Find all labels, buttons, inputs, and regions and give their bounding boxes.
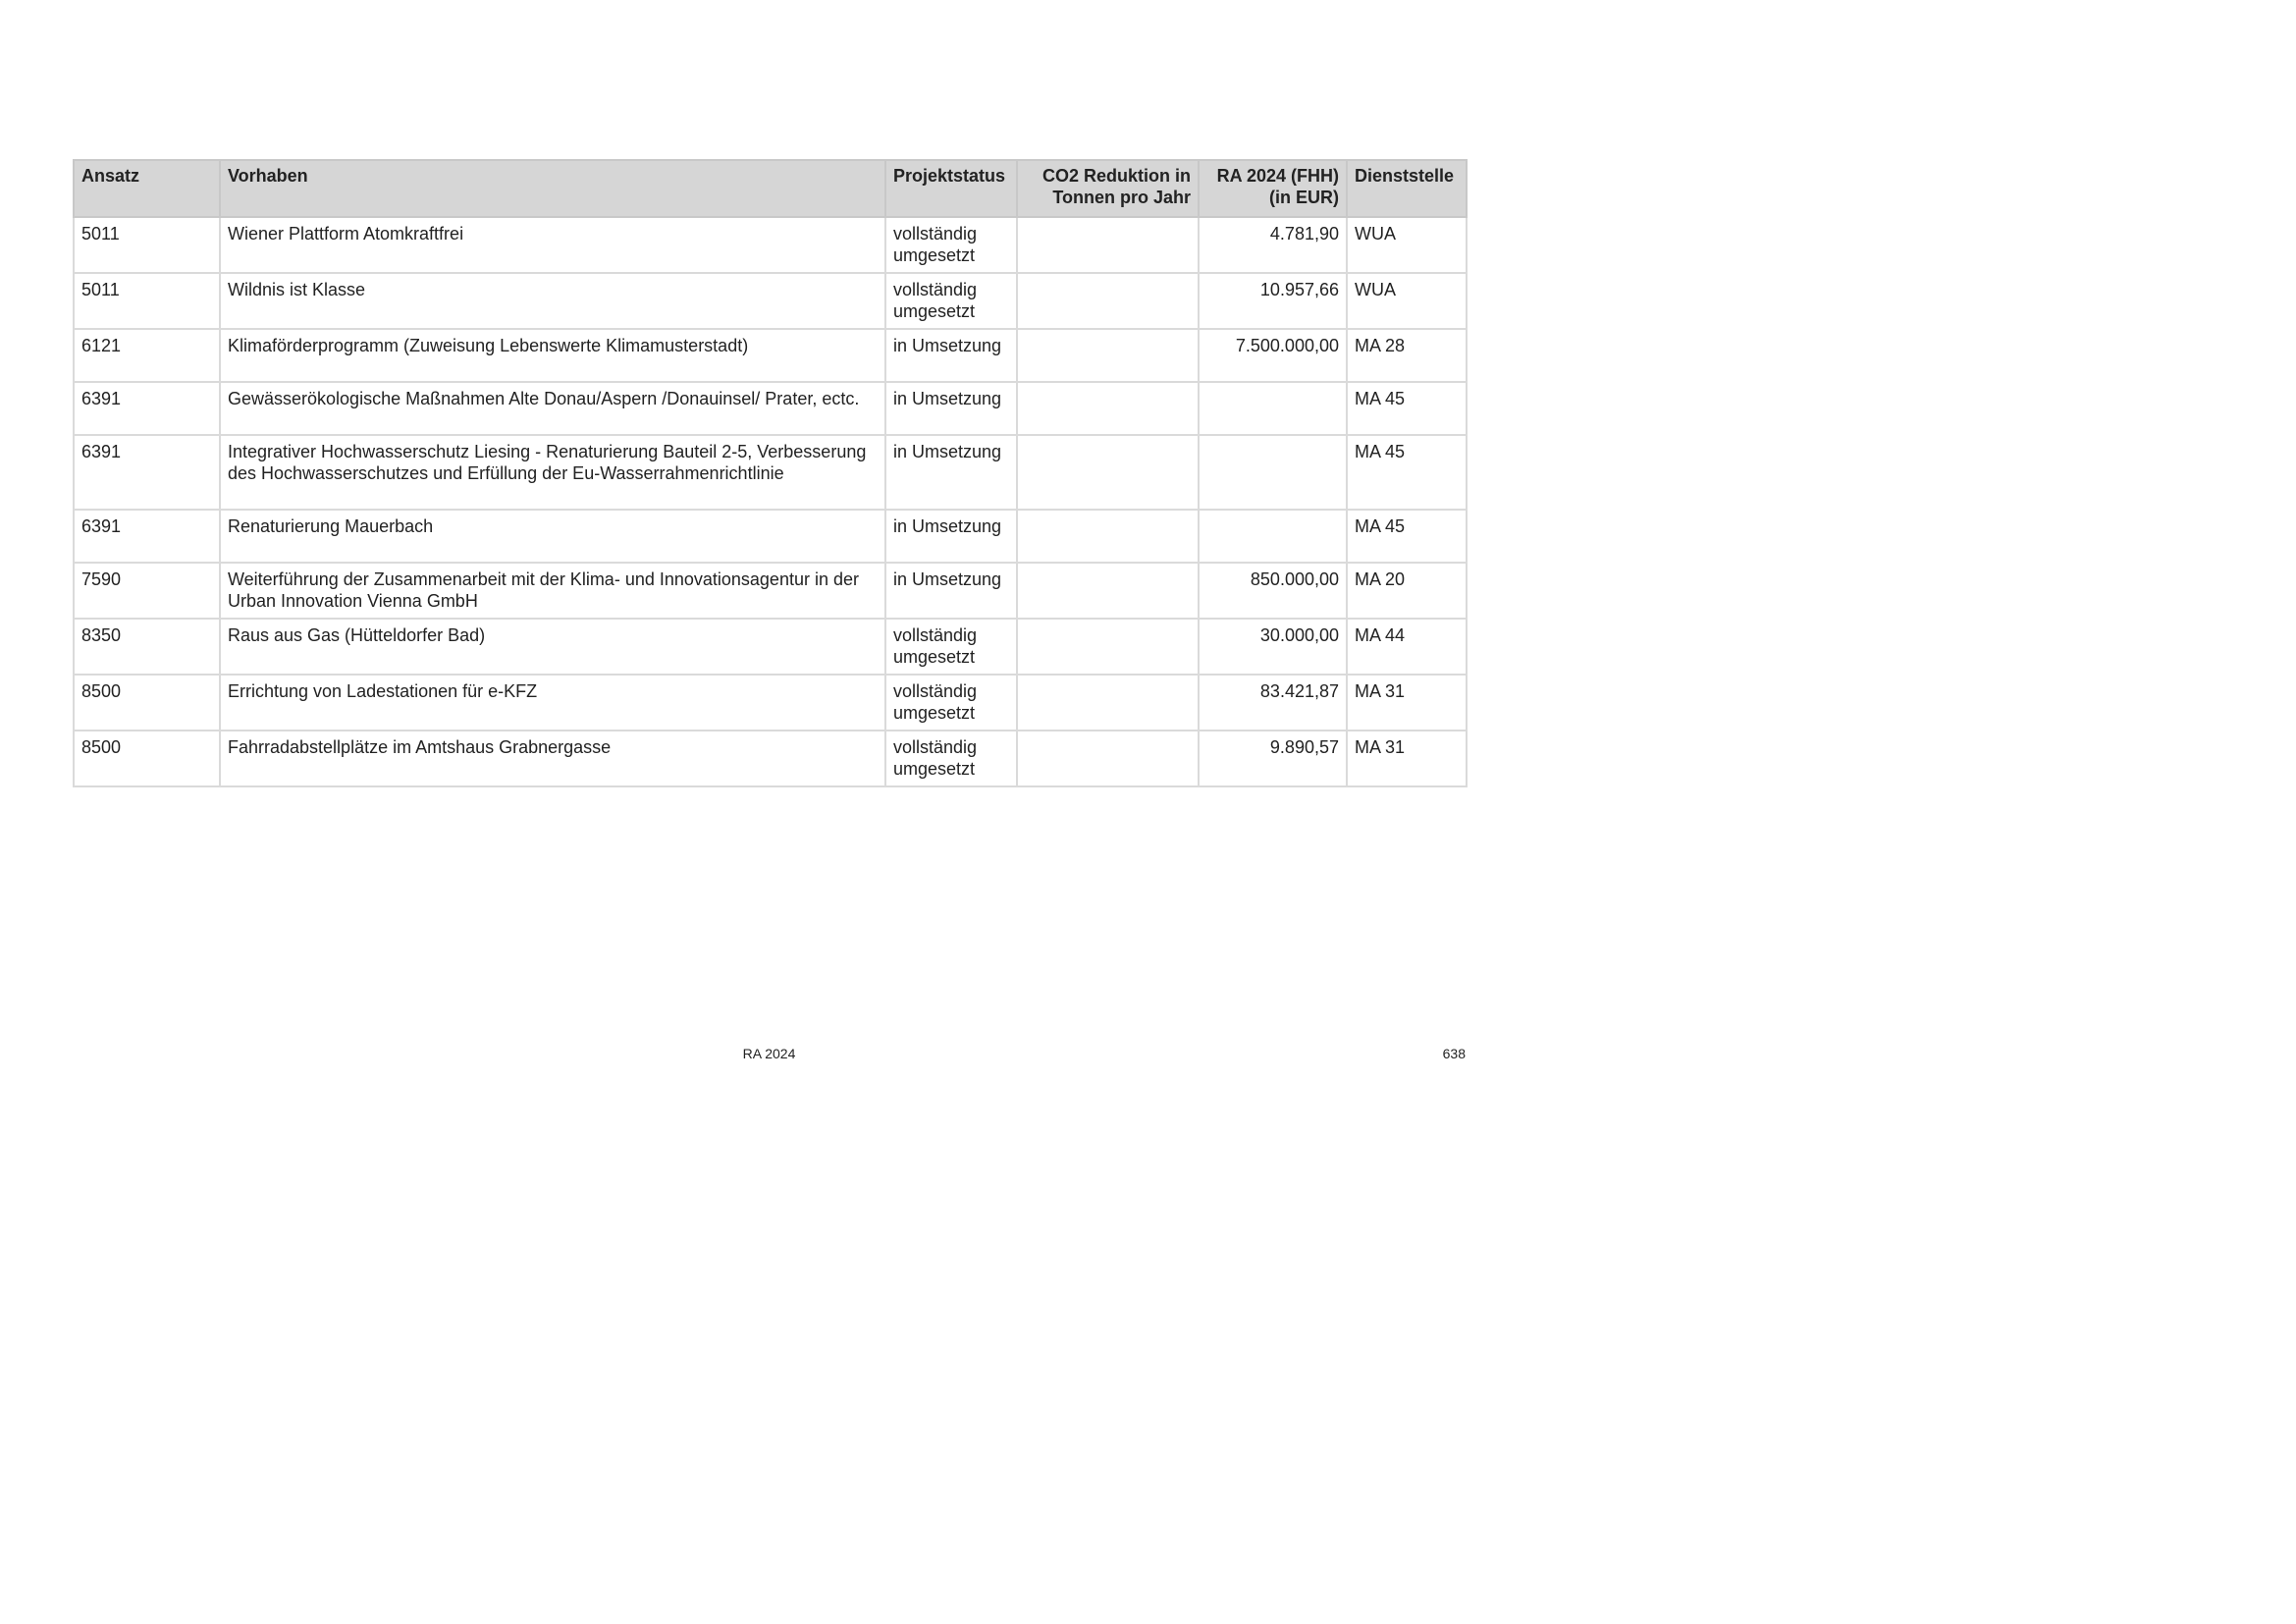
cell-co2 (1017, 273, 1199, 329)
header-projektstatus: Projektstatus (885, 160, 1017, 217)
cell-status: in Umsetzung (885, 563, 1017, 619)
cell-ansatz: 6391 (74, 382, 220, 435)
table-row (74, 731, 1467, 786)
cell-vorhaben: Gewässerökologische Maßnahmen Alte Donau/Aspern /Donauinsel/ Prater, ectc. (220, 382, 885, 435)
cell-status: in Umsetzung (885, 382, 1017, 435)
cell-vorhaben: Renaturierung Mauerbach (220, 510, 885, 563)
cell-status: in Umsetzung (885, 435, 1017, 510)
cell-ra2024: 9.890,57 (1199, 731, 1347, 786)
table-row (74, 619, 1467, 675)
cell-dienststelle: MA 31 (1347, 675, 1467, 731)
cell-vorhaben: Fahrradabstellplätze im Amtshaus Grabnergasse (220, 731, 885, 786)
table-row (74, 382, 1467, 435)
table-row (74, 273, 1467, 329)
cell-ra2024 (1199, 435, 1347, 510)
cell-vorhaben: Wildnis ist Klasse (220, 273, 885, 329)
cell-ra2024: 83.421,87 (1199, 675, 1347, 731)
table-row (74, 329, 1467, 382)
cell-ansatz: 8500 (74, 675, 220, 731)
cell-dienststelle: MA 28 (1347, 329, 1467, 382)
page-number: 638 (1442, 1046, 1466, 1061)
cell-co2 (1017, 619, 1199, 675)
header-vorhaben: Vorhaben (220, 160, 885, 217)
cell-vorhaben: Wiener Plattform Atomkraftfrei (220, 217, 885, 273)
cell-vorhaben: Errichtung von Ladestationen für e-KFZ (220, 675, 885, 731)
cell-ra2024: 7.500.000,00 (1199, 329, 1347, 382)
cell-dienststelle: MA 45 (1347, 510, 1467, 563)
cell-ansatz: 6391 (74, 510, 220, 563)
cell-ra2024: 10.957,66 (1199, 273, 1347, 329)
cell-ansatz: 7590 (74, 563, 220, 619)
table-row (74, 563, 1467, 619)
cell-status: vollständig umgesetzt (885, 273, 1017, 329)
cell-status: in Umsetzung (885, 510, 1017, 563)
budget-table (73, 159, 1468, 787)
cell-ansatz: 5011 (74, 217, 220, 273)
header-ansatz: Ansatz (74, 160, 220, 217)
cell-dienststelle: MA 45 (1347, 382, 1467, 435)
cell-status: vollständig umgesetzt (885, 675, 1017, 731)
cell-vorhaben: Integrativer Hochwasserschutz Liesing - Renaturierung Bauteil 2-5, Verbesserung des Hochwasserschutzes und Erfüllung der Eu-Wasserrahmenrichtlinie (220, 435, 885, 510)
cell-dienststelle: MA 44 (1347, 619, 1467, 675)
cell-co2 (1017, 217, 1199, 273)
cell-dienststelle: MA 20 (1347, 563, 1467, 619)
cell-vorhaben: Raus aus Gas (Hütteldorfer Bad) (220, 619, 885, 675)
cell-status: vollständig umgesetzt (885, 731, 1017, 786)
cell-dienststelle: WUA (1347, 273, 1467, 329)
header-dienststelle: Dienststelle (1347, 160, 1467, 217)
cell-ansatz: 5011 (74, 273, 220, 329)
header-co2-reduktion: CO2 Reduktion in Tonnen pro Jahr (1017, 160, 1199, 217)
table-header-row (74, 160, 1467, 217)
table-row (74, 510, 1467, 563)
cell-status: vollständig umgesetzt (885, 619, 1017, 675)
cell-ansatz: 8350 (74, 619, 220, 675)
header-ra-2024: RA 2024 (FHH) (in EUR) (1199, 160, 1347, 217)
cell-dienststelle: MA 31 (1347, 731, 1467, 786)
cell-ra2024: 4.781,90 (1199, 217, 1347, 273)
cell-vorhaben: Weiterführung der Zusammenarbeit mit der Klima- und Innovationsagentur in der Urban Innovation Vienna GmbH (220, 563, 885, 619)
cell-co2 (1017, 675, 1199, 731)
cell-ra2024 (1199, 382, 1347, 435)
cell-vorhaben: Klimaförderprogramm (Zuweisung Lebenswerte Klimamusterstadt) (220, 329, 885, 382)
cell-ra2024: 850.000,00 (1199, 563, 1347, 619)
cell-dienststelle: MA 45 (1347, 435, 1467, 510)
table-row (74, 217, 1467, 273)
cell-status: vollständig umgesetzt (885, 217, 1017, 273)
table-row (74, 675, 1467, 731)
cell-ra2024: 30.000,00 (1199, 619, 1347, 675)
cell-ansatz: 8500 (74, 731, 220, 786)
cell-co2 (1017, 435, 1199, 510)
cell-co2 (1017, 731, 1199, 786)
table-row (74, 435, 1467, 510)
footer-report-title: RA 2024 (742, 1046, 796, 1061)
cell-ra2024 (1199, 510, 1347, 563)
cell-co2 (1017, 329, 1199, 382)
cell-ansatz: 6121 (74, 329, 220, 382)
cell-status: in Umsetzung (885, 329, 1017, 382)
cell-co2 (1017, 510, 1199, 563)
cell-co2 (1017, 382, 1199, 435)
cell-ansatz: 6391 (74, 435, 220, 510)
cell-dienststelle: WUA (1347, 217, 1467, 273)
cell-co2 (1017, 563, 1199, 619)
